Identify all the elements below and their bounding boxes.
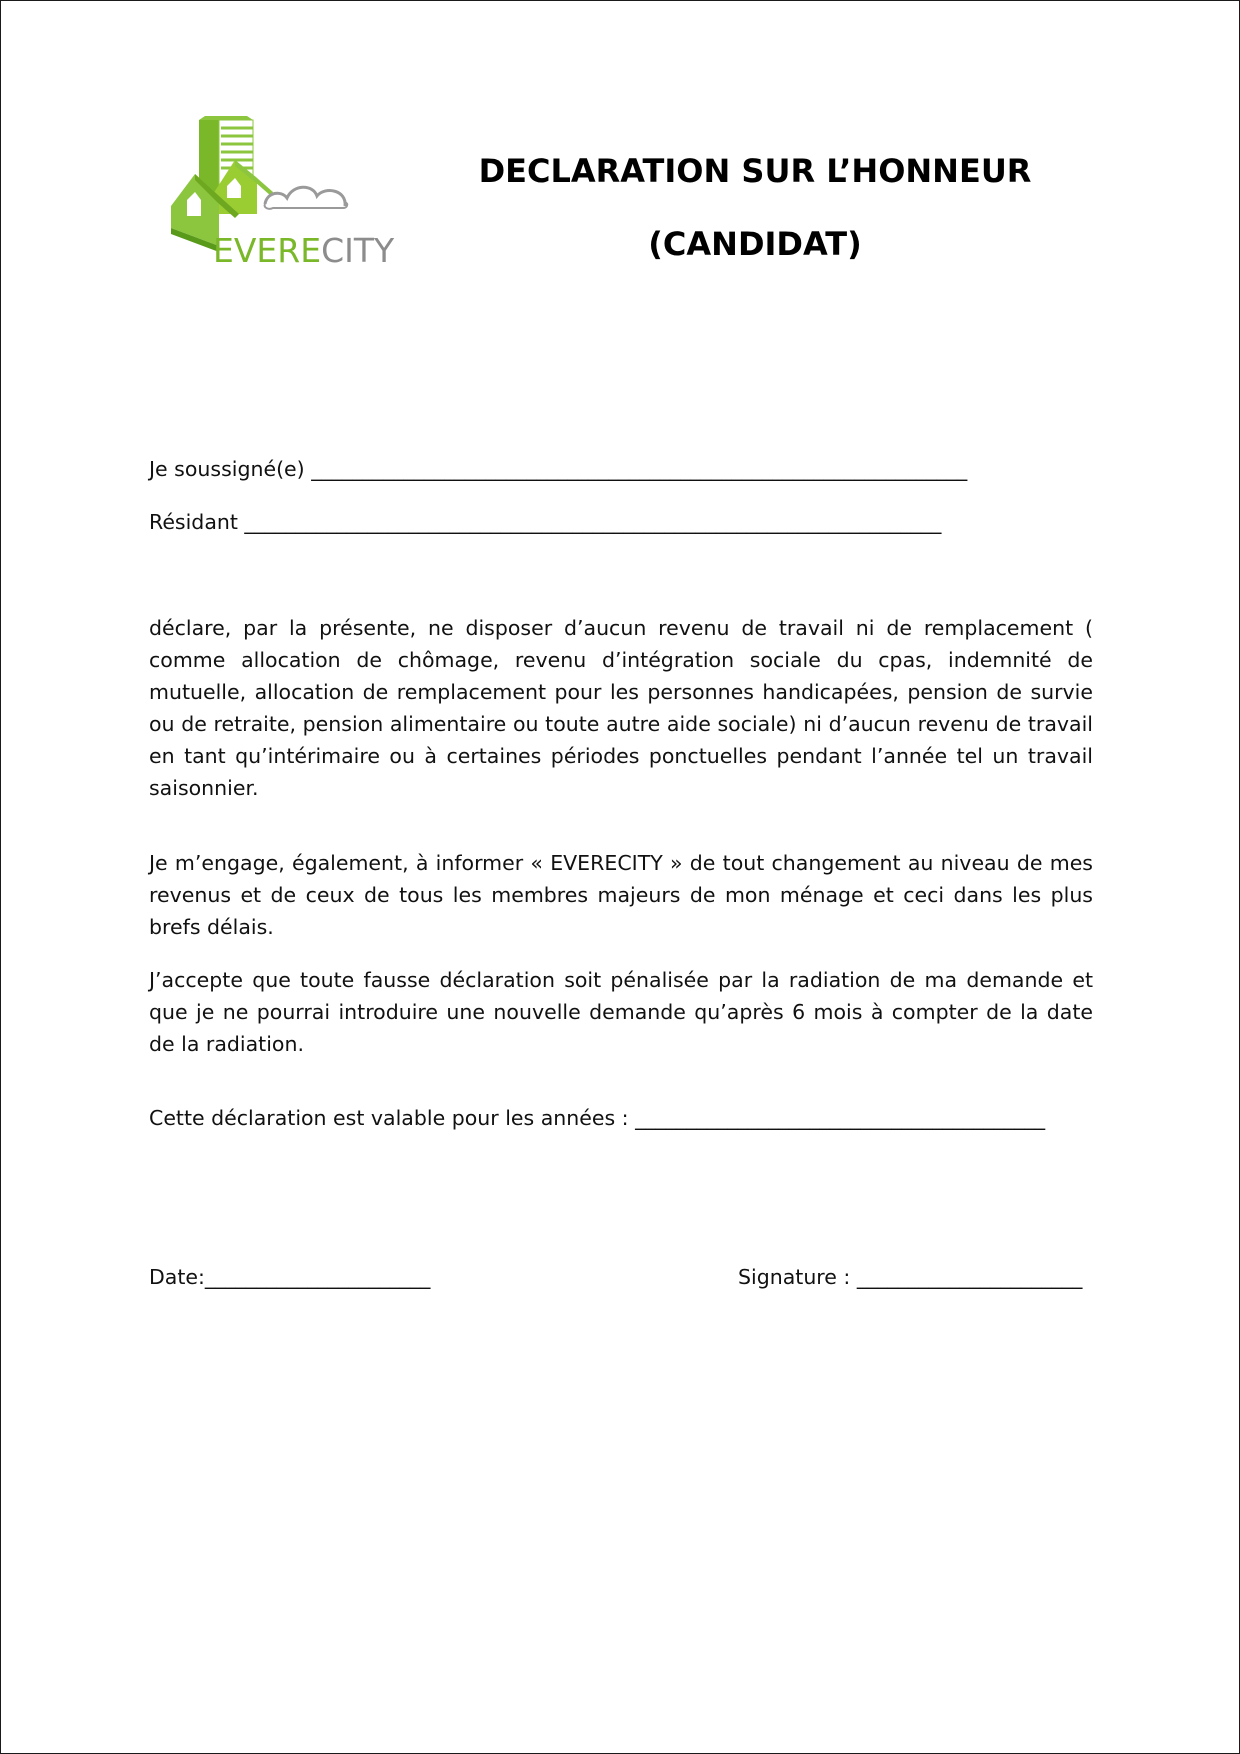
logo-brand-part1: EVERE xyxy=(213,231,322,270)
everecity-logo xyxy=(161,116,401,276)
page-title: DECLARATION SUR L’HONNEUR xyxy=(478,152,1032,190)
page-subtitle: (CANDIDAT) xyxy=(648,225,862,263)
date-field[interactable]: Date:______________________ xyxy=(149,1265,431,1289)
residant-field[interactable]: Résidant ____________________________________________________________________ xyxy=(149,510,942,534)
soussigne-field[interactable]: Je soussigné(e) ________________________________________________________________ xyxy=(149,457,968,481)
validity-years-field[interactable]: Cette déclaration est valable pour les années : ________________________________________ xyxy=(149,1106,1046,1130)
logo-brand-part2: CITY xyxy=(321,231,395,270)
signature-field[interactable]: Signature : ______________________ xyxy=(738,1265,1083,1289)
paragraph-declaration: déclare, par la présente, ne disposer d’aucun revenu de travail ni de remplacement ( comme allocation de chômage, revenu d’intégration sociale du cpas, indemnité de mutuelle, allocation de remplacement pour les personnes handicapées, pension de survie ou de retraite, pension alimentaire ou toute autre aide sociale) ni d’aucun revenu de travail en tant qu’intérimaire ou à certaines périodes ponctuelles pendant l’année tel un travail saisonnier. xyxy=(149,616,1093,800)
logo-wordmark xyxy=(213,231,395,270)
paragraph-engagement: Je m’engage, également, à informer « EVERECITY » de tout changement au niveau de mes revenus et de ceux de tous les membres majeurs de mon ménage et ceci dans les plus brefs délais. xyxy=(149,851,1093,939)
paragraph-acceptance: J’accepte que toute fausse déclaration soit pénalisée par la radiation de ma demande et que je ne pourrai introduire une nouvelle demande qu’après 6 mois à compter de la date de la radiation. xyxy=(149,968,1093,1056)
